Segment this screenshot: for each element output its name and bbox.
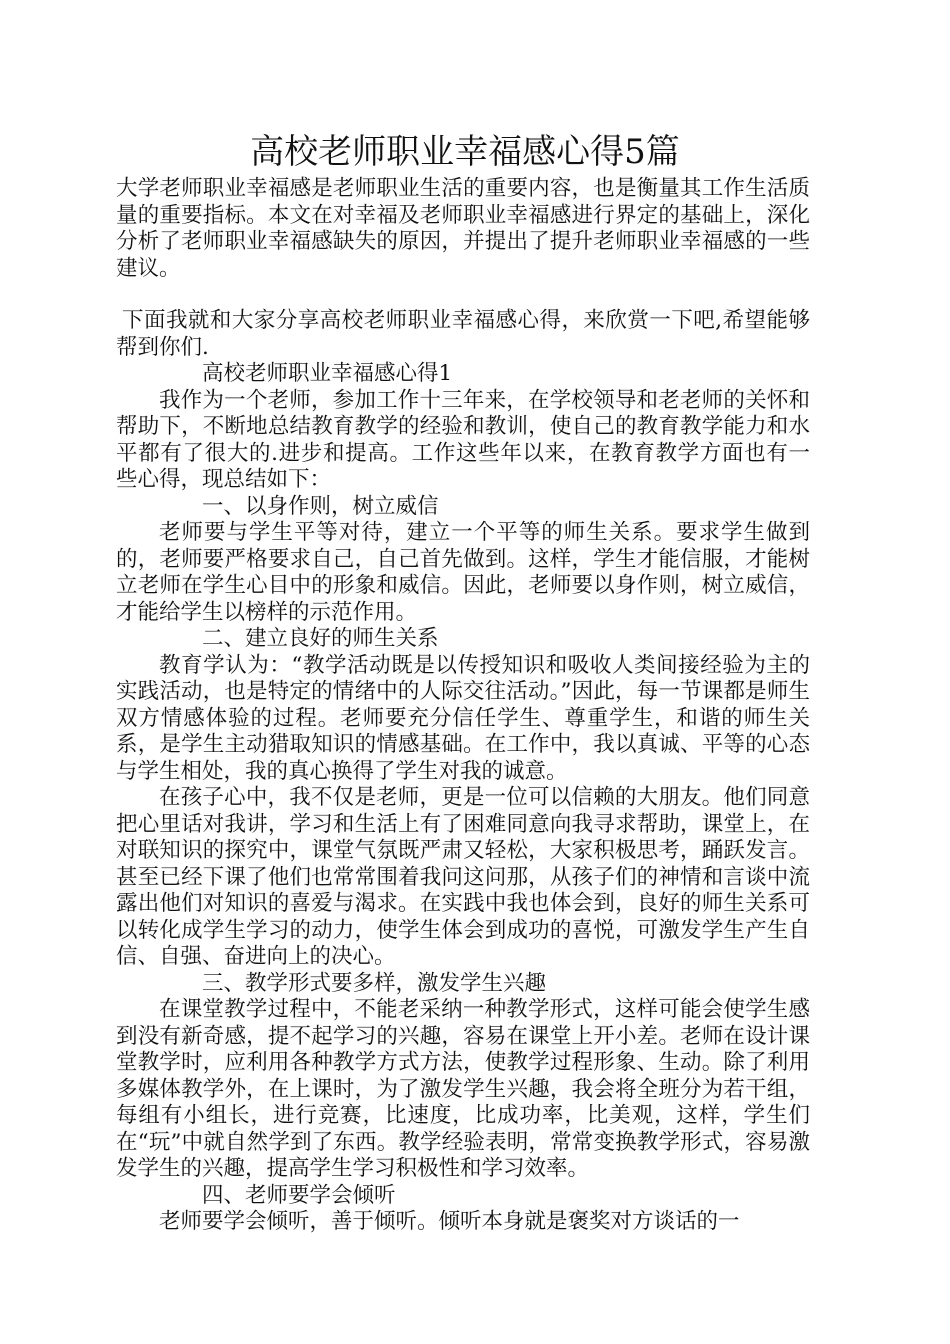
body-paragraph-5: 在课堂教学过程中，不能老采纳一种教学形式，这样可能会使学生感到没有新奇感，提不起学习的兴趣，容易在课堂上开小差。老师在设计课堂教学时，应利用各种教学方式方法，使教学过程形象、生动。除了利用多媒体教学外，在上课时，为了激发学生兴趣，我会将全班分为若干组，每组有小组长，进行竞赛，比速度，比成功率，比美观，这样，学生们在“玩”中就自然学到了东西。教学经验表明，常常变换教学形式，容易激发学生的兴趣，提高学生学习积极性和学习效率。	[116, 997, 810, 1181]
share-paragraph: 下面我就和大家分享高校老师职业幸福感心得，来欣赏一下吧,希望能够帮到你们.	[116, 308, 810, 360]
body-paragraph-6: 老师要学会倾听，善于倾听。倾听本身就是褒奖对方谈话的一	[159, 1209, 740, 1234]
section-heading: 高校老师职业幸福感心得1	[202, 361, 453, 386]
blank-line	[116, 282, 810, 308]
subheading-2: 二、建立良好的师生关系	[202, 626, 439, 651]
body-paragraph-3: 教育学认为：“教学活动既是以传授知识和吸收人类间接经验为主的实践活动，也是特定的情绪中的人际交往活动。”因此，每一节课都是师生双方情感体验的过程。老师要充分信任学生、尊重学生，和谐的师生关系，是学生主动猎取知识的情感基础。在工作中，我以真诚、平等的心态与学生相处，我的真心换得了学生对我的诚意。	[116, 652, 810, 784]
body-paragraph-1: 我作为一个老师，参加工作十三年来，在学校领导和老老师的关怀和帮助下，不断地总结教育教学的经验和教训，使自己的教育教学能力和水平都有了很大的.进步和提高。工作这些年以来，在教育教学方面也有一些心得，现总结如下：	[116, 387, 810, 492]
document-title: 高校老师职业幸福感心得5篇	[250, 132, 680, 172]
body-paragraph-2: 老师要与学生平等对待，建立一个平等的师生关系。要求学生做到的，老师要严格要求自己，自己首先做到。这样，学生才能信服，才能树立老师在学生心目中的形象和威信。因此，老师要以身作则，树立威信，才能给学生以榜样的示范作用。	[116, 520, 810, 625]
body-paragraph-4: 在孩子心中，我不仅是老师，更是一位可以信赖的大朋友。他们同意把心里话对我讲，学习和生活上有了困难同意向我寻求帮助，课堂上，在对联知识的探究中，课堂气氛既严肃又轻松，大家积极思考，踊跃发言。甚至已经下课了他们也常常围着我问这问那，从孩子们的神情和言谈中流露出他们对知识的喜爱与渴求。在实践中我也体会到，良好的师生关系可以转化成学生学习的动力，使学生体会到成功的喜悦，可激发学生产生自信、自强、奋进向上的决心。	[116, 785, 810, 969]
subheading-3: 三、教学形式要多样，激发学生兴趣	[202, 970, 547, 996]
document-page	[116, 128, 810, 1236]
intro-paragraph: 大学老师职业幸福感是老师职业生活的重要内容，也是衡量其工作生活质量的重要指标。本文在对幸福及老师职业幸福感进行界定的基础上，深化分析了老师职业幸福感缺失的原因，并提出了提升老师职业幸福感的一些建议。	[116, 176, 810, 281]
subheading-1: 一、以身作则，树立威信	[202, 493, 439, 519]
subheading-4: 四、老师要学会倾听	[202, 1182, 396, 1208]
